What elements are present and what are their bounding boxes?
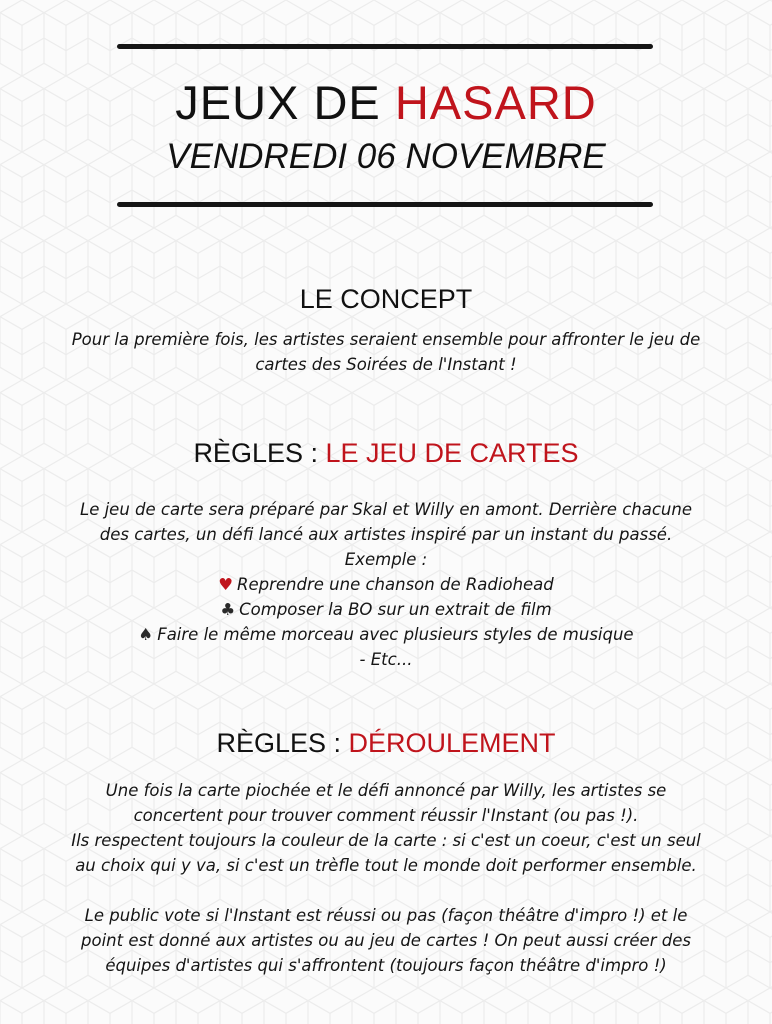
rules-flow-text-2 — [20, 903, 752, 978]
heading-red: DÉROULEMENT — [348, 728, 556, 758]
title-black: JEUX DE — [175, 76, 395, 129]
heart-icon: ♥ — [218, 575, 234, 594]
example-text: Reprendre une chanson de Radiohead — [237, 575, 554, 594]
heading-prefix: RÈGLES : — [216, 728, 349, 758]
concept-heading: LE CONCEPT — [299, 284, 473, 314]
concept-text — [20, 327, 752, 377]
text-line: concertent pour trouver comment réussir l'Instant (ou pas !). — [133, 806, 639, 825]
text-line: cartes des Soirées de l'Instant ! — [255, 355, 517, 374]
rules-flow-text-1 — [20, 778, 752, 878]
example-item — [20, 622, 752, 647]
bottom-divider — [117, 202, 653, 207]
title-red: HASARD — [394, 76, 597, 129]
spade-icon: ♠ — [138, 625, 154, 644]
text-line: Pour la première fois, les artistes seraient ensemble pour affronter le jeu de — [71, 330, 701, 349]
example-item — [20, 572, 752, 597]
text-line: Ils respectent toujours la couleur de la carte : si c'est un coeur, c'est un seul — [71, 831, 701, 850]
text-line: point est donné aux artistes ou au jeu de cartes ! On peut aussi créer des — [81, 931, 691, 950]
example-text: Faire le même morceau avec plusieurs styles de musique — [157, 625, 634, 644]
text-line: des cartes, un défi lancé aux artistes inspiré par un instant du passé. — [99, 525, 673, 544]
heading-red: LE JEU DE CARTES — [325, 438, 579, 468]
page-title — [0, 74, 772, 132]
rules-cards-text — [20, 497, 752, 672]
heading-prefix: RÈGLES : — [193, 438, 326, 468]
rules-cards-heading — [0, 436, 772, 470]
text-line: au choix qui y va, si c'est un trèfle tout le monde doit performer ensemble. — [75, 856, 697, 875]
text-line: Le jeu de carte sera préparé par Skal et Willy en amont. Derrière chacune — [80, 500, 692, 519]
text-line: équipes d'artistes qui s'affrontent (toujours façon théâtre d'impro !) — [105, 956, 667, 975]
event-date: VENDREDI 06 NOVEMBRE — [166, 137, 606, 176]
text-line: Exemple : — [344, 550, 428, 569]
example-item — [20, 597, 752, 622]
club-icon: ♣ — [220, 600, 236, 619]
text-line: Une fois la carte piochée et le défi annoncé par Willy, les artistes se — [105, 781, 667, 800]
rules-flow-heading — [0, 726, 772, 760]
text-line: Le public vote si l'Instant est réussi ou pas (façon théâtre d'impro !) et le — [84, 906, 688, 925]
top-divider — [117, 44, 653, 49]
etc-line: - Etc... — [359, 650, 413, 669]
example-text: Composer la BO sur un extrait de film — [239, 600, 552, 619]
